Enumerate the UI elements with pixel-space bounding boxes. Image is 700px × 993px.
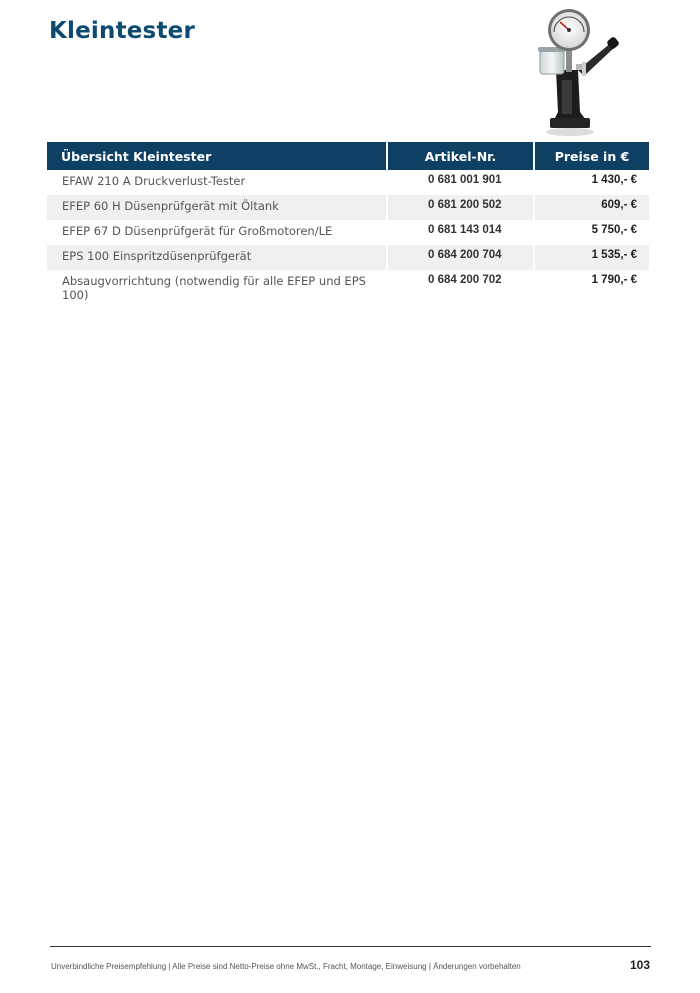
footer-disclaimer: Unverbindliche Preisempfehlung | Alle Preise sind Netto-Preise ohne MwSt., Fracht, Montage, Einweisung | Änderungen vorbehalten (51, 962, 521, 971)
product-name: EFEP 60 H Düsenprüfgerät mit Öltank (47, 195, 386, 220)
product-name: EPS 100 Einspritzdüsenprüfgerät (47, 245, 386, 270)
article-number: 0 681 200 502 (388, 195, 533, 220)
header-article-number: Artikel-Nr. (388, 142, 533, 170)
product-name: Absaugvorrichtung (notwendig für alle EFEP und EPS 100) (62, 274, 366, 302)
article-number: 0 684 200 702 (428, 274, 502, 286)
product-name: EFEP 67 D Düsenprüfgerät für Großmotoren/LE (62, 224, 333, 238)
price: 1 790,- € (591, 274, 637, 286)
article-number: 0 684 200 704 (388, 245, 533, 270)
price: 5 750,- € (591, 224, 637, 236)
table-row (47, 220, 649, 245)
table-row (47, 170, 649, 195)
table-row (47, 195, 649, 220)
table-row (47, 245, 649, 270)
header-price: Preise in € (535, 142, 649, 170)
page-title: Kleintester (49, 18, 195, 44)
price: 1 535,- € (535, 245, 649, 270)
table-row (47, 270, 649, 308)
product-name: EFAW 210 A Druckverlust-Tester (62, 174, 246, 188)
article-number: 0 681 001 901 (428, 174, 502, 186)
price: 609,- € (535, 195, 649, 220)
price-table (45, 142, 651, 308)
table-header-row (47, 142, 649, 170)
footer-divider (50, 946, 651, 947)
price: 1 430,- € (591, 174, 637, 186)
header-overview: Übersicht Kleintester (47, 142, 386, 170)
nozzle-tester-gauge-icon (532, 8, 622, 138)
article-number: 0 681 143 014 (428, 224, 502, 236)
page-number: 103 (629, 958, 650, 972)
